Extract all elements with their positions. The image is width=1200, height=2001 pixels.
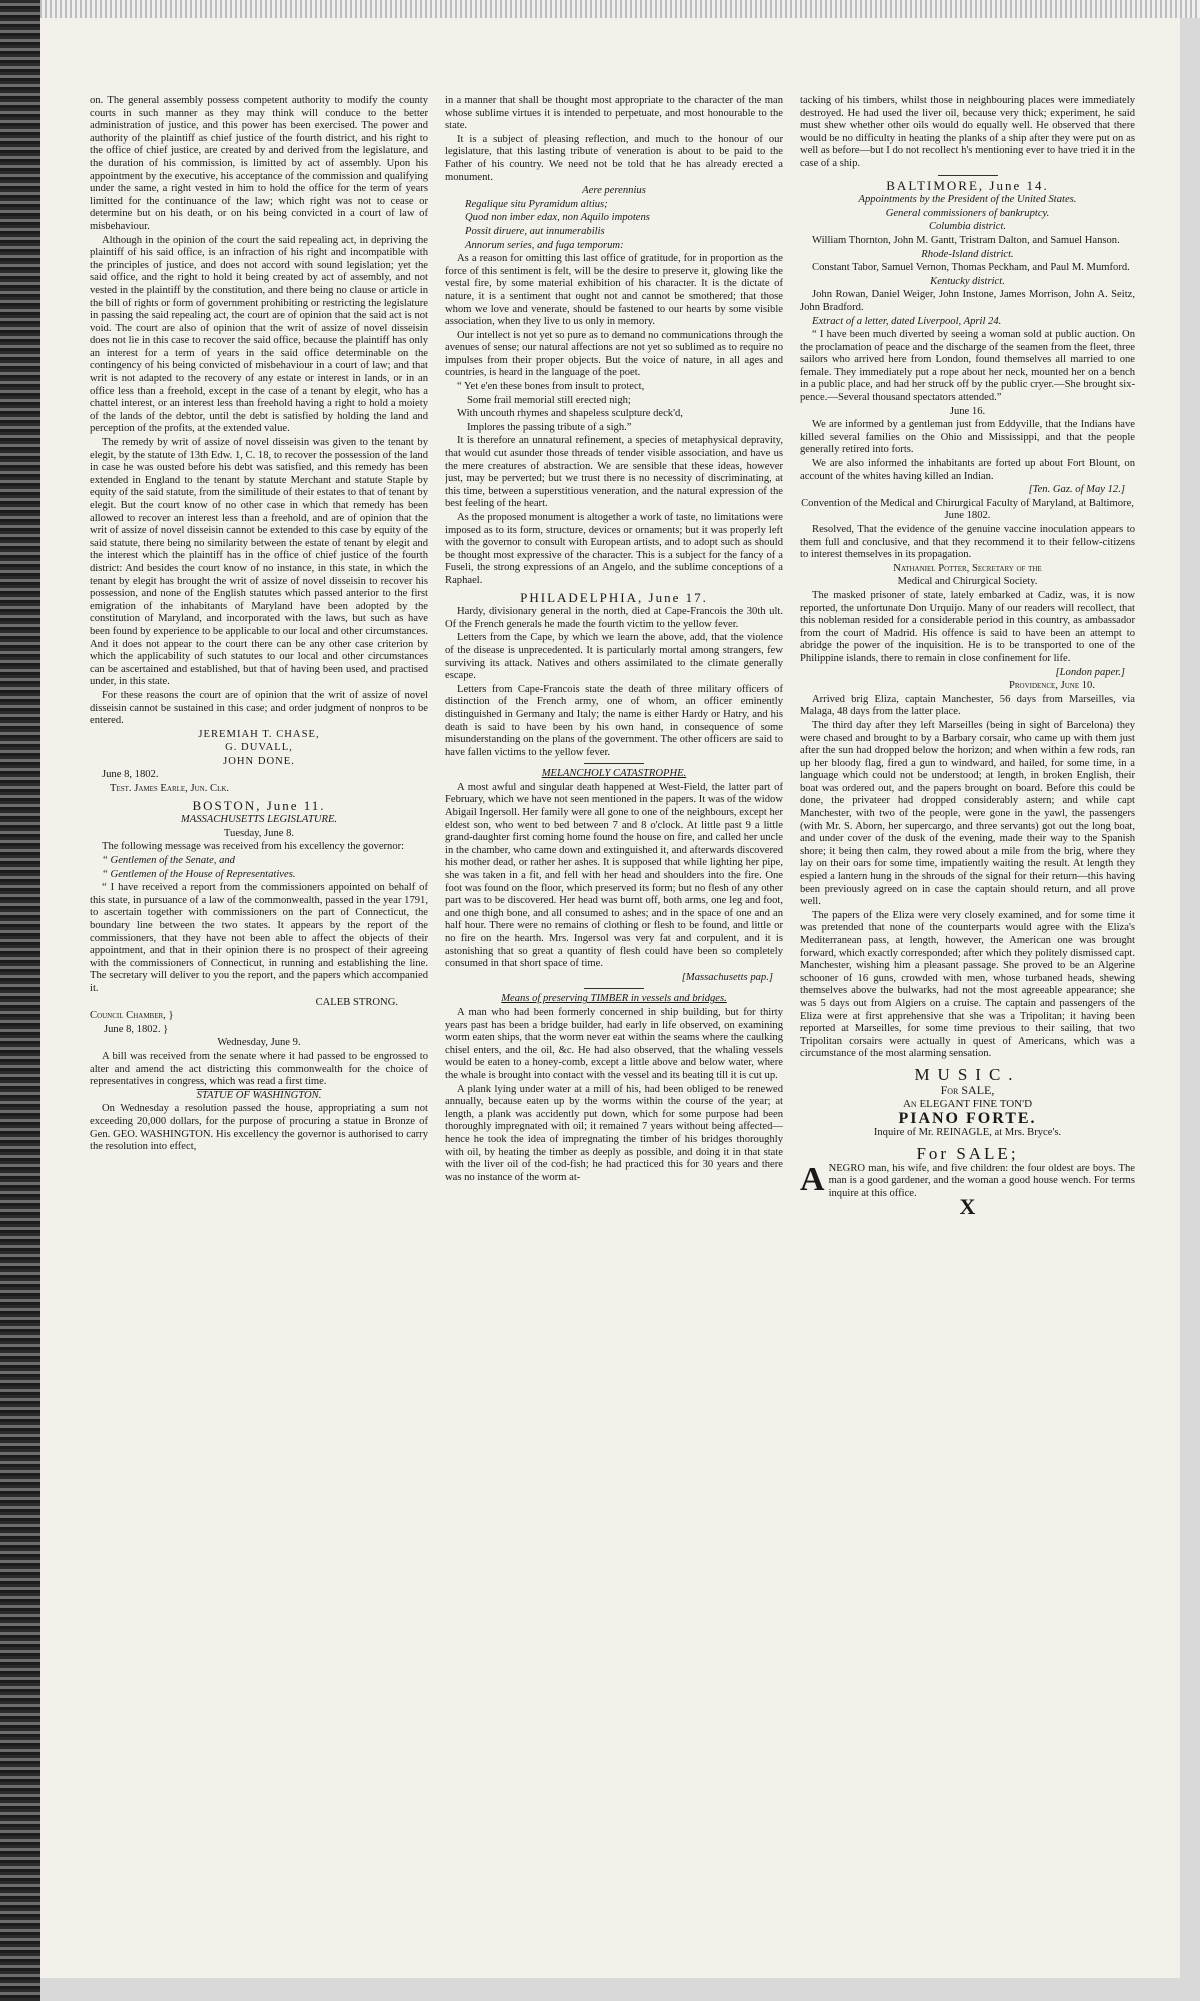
paragraph: A bill was received from the senate where it had passed to be engrossed to alter and amend the act districting this commonwealth for the choice of representatives in congress, which was read a first time. [90, 1050, 428, 1088]
signature-line: JOHN DONE. [223, 755, 295, 767]
paragraph: A man who had been formerly concerned in ship building, but for thirty years past has been a bridge builder, had early in life observed, on examining worm eaten ships, that the worm never eat within the seams where the caulking chisel enters, and the oil, &c. He had also observed, that the whaling vessels would be eaten to a honey-comb, except a little above and below water, where the whale is brought into contact with the vessel and its beating till it is cut up. [445, 1006, 783, 1081]
dateline: June 8, 1802. } [104, 1023, 169, 1035]
advert-inquire: Inquire of Mr. REINAGLE, at Mrs. Bryce's. [873, 1127, 1062, 1139]
column-3 [800, 95, 1135, 1955]
paragraph: William Thornton, John M. Gantt, Tristram Dalton, and Samuel Hanson. [812, 234, 1120, 246]
dateline: Tuesday, June 8. [223, 827, 295, 839]
drop-cap: A [800, 1160, 825, 1198]
section-subheading: MASSACHUSETTS LEGISLATURE. [180, 814, 338, 826]
latin-verse: Possit diruere, aut innumerabilis [465, 225, 605, 237]
signature-line: G. DUVALL, [225, 742, 293, 754]
council-chamber: Council Chamber, } [90, 1010, 174, 1022]
paragraph: The remedy by writ of assize of novel disseisin was given to the tenant by elegit, by the statute of 13th Edw. 1, C. 18, to recover the possession of the land in case he was ousted before his debt was satisfied, and this remedy has been extended in England to the tenant by statute Merchant and statute Staple by equity of the said statute, from the similitude of their estates to that of tenant by elegit. But the court know of no other case in which that remedy has been allowed to recover an interest less than a freehold, and are of opinion that the writ of assize of novel disseisin cannot be extended to this case by equity of the said statute, there being no similarity between the estate of tenant by elegit and the interest which the plaintiff has in the office of chief justice of the fourth district: And besides the court know of no instance, in this state, in which the tenant by elegit has brought the writ of assize of novel disseisin to recover his possession, and none of the English statutes which passed anterior to the first emigration of the inhabitants of Maryland have been adopted by the constitution of Maryland, and incorporated with the laws, but such as have been found by experience to be applicable to our local and other circumstances. And it does not appear to the court there can be any other case criterion by which the applicability of such statutes to our local and other circumstances can be ascertained and established, but that of having been used, and practised under, in this state. [90, 437, 428, 688]
paragraph: We are also informed the inhabitants are forted up about Fort Blount, on account of the whites having killed an Indian. [800, 458, 1135, 482]
page-top-edge [40, 0, 1200, 18]
poem-line: Some frail memorial still erected nigh; [467, 394, 631, 406]
paragraph: Letters from the Cape, by which we learn the above, add, that the violence of the disease is unprecedented. It is particularly mortal among strangers, few surviving its attack. Natives and others assimilated to the climate generally escape. [445, 632, 783, 682]
paragraph: It is a subject of pleasing reflection, and much to the honour of our legislature, that this lasting tribute of veneration is about to be paid to the Father of his country. We need not be told that he has already erected a monument. [445, 133, 783, 183]
section-heading: BALTIMORE, June 14. [886, 177, 1049, 193]
section-heading: PHILADELPHIA, June 17. [520, 589, 708, 605]
paragraph: The following message was received from his excellency the governor: [102, 841, 405, 853]
dateline: June 16. [949, 405, 986, 417]
section-subheading: Appointments by the President of the United States. [858, 194, 1077, 206]
poem-line: Implores the passing tribute of a sigh.” [467, 421, 632, 433]
signature-line: Nathaniel Potter, Secretary of the [893, 562, 1042, 574]
paragraph: A most awful and singular death happened at West-Field, the latter part of February, which we have not seen mentioned in the papers. It was of the widow Abigail Ingersoll. Her family were all gone to one of the neighbours, except her eldest son, who went to bed between 7 and 8 o'clock. At little past 9 a little grand-daughter first coming home found the house on fire, and called her uncle in the chamber, who came down and extinguished it, and afterwards discovered his mother dead, or rather her ashes. It is supposed that while lighting her pipe, she was taken in a fit, and fell with her head and shoulders into the fire. One foot was found on the floor, which preserved its form; but no flesh of any other part was to be discovered. Her head was burnt off, both arms, one leg and foot, and one thigh bone, and all consumed to ashes; and in the space of one and an half hour. There were no remains of clothing or flesh to be found, and little or no fire on the hearth. Mrs. Ingersol was very fat and corpulent, and it is astonishing that so great a quantity of flesh could have been so completely consumed in that short space of time. [445, 781, 783, 970]
advert-subtitle: An ELEGANT FINE TON'D [902, 1098, 1033, 1111]
signature-line: CALEB STRONG. [315, 996, 398, 1008]
paragraph: on. The general assembly possess competent authority to modify the county courts in such manner as they may think will conduce to the better administration of justice, and this power has been exercised. The power and authority of the plaintiff as chief justice of the fourth district, and his right to the office of chief justice, are created by and derived from the legislature, and the duration of his commission, is limitted by act of assembly. Upon his appointment by the executive, his acceptance of the commission and qualifying under the same, a right vested in him to hold the office for the term of years limitted for the continuance of the law; which right was not to cease or determine but on his death, or on his being convicted in a court of law of misbehaviour. [90, 95, 428, 232]
source-credit: [Massachusetts pap.] [681, 971, 773, 983]
letter-extract-heading: Extract of a letter, dated Liverpool, April 24. [812, 315, 1002, 327]
advert-title-piano: PIANO FORTE. [898, 1109, 1037, 1127]
advert-for-sale: For SALE; [916, 1143, 1019, 1163]
latin-verse: Annorum series, and fuga temporum: [465, 239, 624, 251]
advert-text: NEGRO man, his wife, and five children: the four oldest are boys. The man is a good gardener, and the woman a good house wench. For terms inquire at this office. [828, 1162, 1135, 1199]
divider [584, 763, 644, 764]
paragraph: Constant Tabor, Samuel Vernon, Thomas Peckham, and Paul M. Mumford. [812, 262, 1130, 274]
paragraph: We are informed by a gentleman just from Eddyville, that the Indians have killed several families on the Ohio and Mississippi, and that the people generally retired into forts. [800, 419, 1135, 456]
paragraph: Resolved, That the evidence of the genuine vaccine inoculation appears to them full and conclusive, and that they recommend it to their fellow-citizens to interest themselves in its propagation. [800, 524, 1135, 561]
salutation: “ Gentlemen of the Senate, and [102, 855, 235, 867]
paragraph: The masked prisoner of state, lately embarked at Cadiz, was, it is now reported, the unfortunate Don Urquijo. Many of our readers will recollect, that this nobleman resided for a considerable period in this country, as ambassador from the court of Madrid. His offence is said to have been an attempt to abridge the power of the inquisition. He is to be transported to one of the Philippine islands, there to remain in close confinement for life. [800, 589, 1135, 664]
section-heading: STATUE OF WASHINGTON. [196, 1089, 322, 1101]
district-heading: Kentucky district. [930, 275, 1005, 287]
advert-heading-music: MUSIC. [914, 1064, 1021, 1084]
section-heading: MELANCHOLY CATASTROPHE. [541, 768, 687, 780]
paragraph: tacking of his timbers, whilst those in neighbouring places were immediately destroyed. He had used the liver oil, because very thick; experiment, he said must shew whether other oils would do equally well. He observed that there would be no difficulty in heating the planks of a ship after they were put on as well as before—but I do not recollect h's mentioning ever to have tried it in the case of a ship. [800, 95, 1135, 169]
section-heading: BOSTON, June 11. [192, 797, 326, 813]
paragraph: “ I have received a report from the commissioners appointed on behalf of this state, in pursuance of a law of the commonwealth, passed in the year 1791, to ascertain together with commissioners on the part of Connecticut, the boundary line between the two states. It appears by the report of the commissioners, that they have not been able to affect the objects of their appointment, and that in their opinion there is no prospect of their agreeing with the commissioners of Connecticut, in running and establishing the line. The secretary will deliver to you the report, and the papers which accompanied it. [90, 882, 428, 994]
poem-line: “ Yet e'en these bones from insult to protect, [457, 381, 645, 393]
mark-x: X [959, 1194, 976, 1220]
paragraph: John Rowan, Daniel Weiger, John Instone, James Morrison, John A. Seitz, John Bradford. [800, 289, 1135, 313]
dateline: June 8, 1802. [102, 769, 159, 781]
district-heading: Rhode-Island district. [921, 248, 1014, 260]
latin-verse: Aere perennius [582, 185, 646, 197]
source-credit: [Ten. Gaz. of May 12.] [1028, 484, 1125, 496]
divider [938, 175, 998, 176]
section-subheading: General commissioners of bankruptcy. [885, 207, 1050, 219]
signature-line: JEREMIAH T. CHASE, [198, 728, 320, 740]
paragraph: For these reasons the court are of opinion that the writ of assize of novel disseisin cannot be sustained in this case; and order judgment of nonpros to be entered. [90, 689, 428, 727]
column-1 [90, 95, 428, 1955]
paragraph: “ I have been much diverted by seeing a woman sold at public auction. On the proclamation of peace and the discharge of the seamen from the fleet, three sailors who arrived here from London, found themselves all married to one female. They immediately put a rope about her neck, mounted her on a bench in a public place, and had her struck off by the public cryer.—She brought six-pence.—Several thousand spectators attended.” [800, 329, 1135, 404]
paragraph: Although in the opinion of the court the said repealing act, in depriving the plaintiff of his said office, is an infraction of his right and incompatible with the principles of justice, and does not accord with sound legislation; yet the said office, and the right to hold it being created by act of assembly, and not vested in the plaintiff by the constitution, and there being no clause or article in the bill of rights or form of government prohibiting or restricting the legislature in passing the said repealing act, the court are of opinion that the said act is not void. The court are also of opinion that the writ of assize of novel disseisin does not lie in this case to recover the said office, because the plaintiff has only an interest for a term of years in the said office determinable on the contingency of his being convicted of misbehaviour in a court of law; and that writ is not adapted to the recovery of any estate or interest in lands, or in an office less than a freehold, except in the case of a tenant by elegit, who has a chattel interest, or an interest less than freehold having a right to hold a moiety of the lands of the debtor, until the debt is satisfied by holding the land and perception of the profits, at the extended value. [90, 234, 428, 435]
section-heading: Providence, June 10. [1008, 680, 1095, 692]
section-heading: Means of preserving TIMBER in vessels and bridges. [501, 993, 727, 1005]
district-heading: Columbia district. [928, 221, 1007, 233]
section-heading: Convention of the Medical and Chirurgical Faculty of Maryland, at Baltimore, June 1802. [801, 497, 1134, 522]
salutation: “ Gentlemen of the House of Representatives. [102, 868, 296, 880]
paragraph: Letters from Cape-Francois state the death of three military officers of distinction of the French army, one of whom, an officer eminently distinguished in Germany and Italy; the name is either Hardy or Hatry, and his death is said to have been by his own hand, in consequence of some misunderstanding on the plans of the government. The other officers are said to have fallen victims to the yellow fever. [445, 683, 783, 758]
paragraph: Hardy, divisionary general in the north, died at Cape-Francois the 30th ult. Of the French generals he made the fourth victim to the yellow fever. [445, 606, 783, 630]
page-edge-binding [0, 0, 40, 2001]
source-credit: [London paper.] [1055, 666, 1125, 678]
advert-for-sale: For SALE, [940, 1082, 995, 1097]
column-2 [445, 95, 783, 1955]
paragraph: On Wednesday a resolution passed the house, appropriating a sum not exceeding 20,000 dollars, for the purpose of procuring a statue in Bronze of Gen. GEO. WASHINGTON. His excellency the governor is authorised to carry the resolution into effect, [90, 1103, 428, 1153]
paragraph: Arrived brig Eliza, captain Manchester, 56 days from Marseilles, via Malaga, 48 days from the latter place. [800, 693, 1135, 718]
paragraph: The third day after they left Marseilles (being in sight of Barcelona) they were chased and brought to by a Barbary corsair, who came up with them just after the sun had dropped below the horizon; and when within a few rods, ran up her bloody flag, fired a gun to windward, and hailed, for some time, in a language which could not be understood; at length, in broken English, their boat was ordered out, and the papers brought on board. Before this could be done, the privateer had dropped considerably astern; and while capt Manchester, with two of the people, were gone in the yawl, the passengers (with Mr. S. Aborn, her supercargo, and three servants) got out the long boat, and under cover of the dusk of the evening, made their way to the Spanish shore; it being then calm, they rowed about a mile from the brig, where they lay on their oars for some time, impatiently waiting the result. At length they espied a lantern hung in the shrouds of the signal for their return—this having been previously agreed on in case the captain should return, and all prove well. [800, 719, 1135, 908]
paragraph: As the proposed monument is altogether a work of taste, no limitations were imposed as to its form, structure, devices or ornaments; but it was properly left with the governor to consult with European artists, and to adopt such as should be thought most expressive of the character. This is a subject for the fancy of a Fuseli, the strong expressions of an Angelo, and the sublime conceptions of a Raphael. [445, 512, 783, 586]
poem-line: With uncouth rhymes and shapeless sculpture deck'd, [457, 408, 683, 420]
paragraph: in a manner that shall be thought most appropriate to the character of the man whose sublime virtues it is intended to perpetuate, and most honourable to the state. [445, 95, 783, 132]
attestation: Test. James Earle, Jun. Clk. [110, 783, 230, 795]
latin-verse: Quod non imber edax, non Aquilo impotens [465, 212, 650, 224]
divider [584, 988, 644, 989]
paragraph: The papers of the Eliza were very closely examined, and for some time it was pretended that none of the counterparts would agree with the Eliza's Mediterranean pass, at length, however, the American one was brought forward, which exactly corresponded; after which they politely dismissed capt. Manchester, wishing him a pleasant passage. She proved to be an Algerine schooner of 16 guns, crowded with men, whose turbaned heads, shewing themselves above the bulwarks, had not the most agreeable appearance; she was 5 days out from Algiers on a cruise. The captain and passengers of the Eliza were at first apprehensive that she was a Tripolitan; it having been reported at Marseilles, for some time previous to their sailing, that two Tripolitan corsairs were actually in quest of Americans, which was a circumstance of the most alarming sensation. [800, 909, 1135, 1060]
latin-verse: Regalique situ Pyramidum altius; [465, 198, 608, 210]
paragraph: Our intellect is not yet so pure as to demand no communications through the avenues of sense; our natural affections are not yet so sublimed as to require no impulses from their proper objects. But the voice of nature, in all ages and countries, is heard in the language of the poet. [445, 329, 783, 379]
paragraph: As a reason for omitting this last office of gratitude, for in proportion as the force of this sentiment is felt, will be the desire to preserve it, glowing like the vestal fire, by some material exhibition of his character. It is the dictate of nature, it is a sentiment that ought not and cannot be smothered; that those whom we love and venerate, should be fastened to our hearts by some visible association, when they live to us only in memory. [445, 253, 783, 328]
dateline: Wednesday, June 9. [217, 1037, 301, 1049]
paragraph: A plank lying under water at a mill of his, had been obliged to be renewed annually, because eaten up by the worms within the course of the year; at length, a plank was accidently put down, which for some purpose had been thoroughly impregnated with oil; it remained 7 years without being affected—hence he took the idea of impregnating the timber of his bridges thoroughly with oil, by heating the timber as deeply as possible, and doing it in that state with the liver oil of the cod-fish; he had practiced this for 30 years and there was no instance of the worm at- [445, 1083, 783, 1183]
paragraph: It is therefore an unnatural refinement, a species of metaphysical depravity, that would cut asunder those threads of tender visible association, and have us the mere creatures of abstraction. We are sensible that these ideas, however just, may be perverted; but we trust there is no necessity of discriminating, at this time, between a superstitious veneration, and the natural expression of the best feeling of the heart. [445, 435, 783, 510]
signature-line: Medical and Chirurgical Society. [897, 576, 1038, 588]
